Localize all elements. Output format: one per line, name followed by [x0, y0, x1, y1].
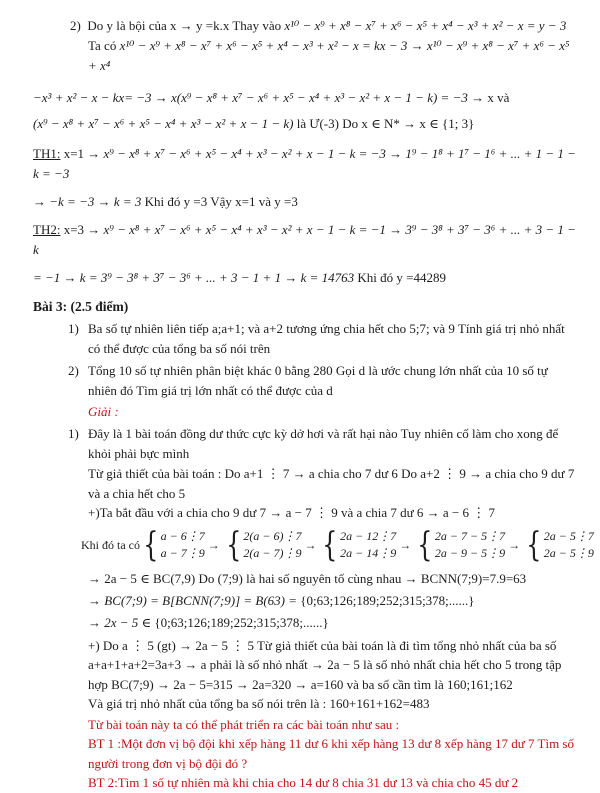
problem-text: Ba số tự nhiên liên tiếp a;a+1; và a+2 tương ứng chia hết cho 5;7; và 9 Tính giá trị nhỏ nhất có thể được của tổng ba số nói trên — [88, 321, 565, 356]
problem-heading: Bài 3: (2.5 điểm) — [33, 299, 129, 314]
system-bottom: 2a − 5⋮9 — [543, 545, 594, 560]
system-top: 2(a − 6)⋮7 — [243, 528, 302, 543]
condition-systems-row — [81, 524, 594, 565]
system-bottom: 2a − 14⋮9 — [340, 545, 397, 560]
solution-paragraph: +)Ta bắt đầu với a chia cho 9 dư 7 → a − 7 ⋮ 9 và a chia 7 dư 6 → a − 6 ⋮ 7 — [88, 505, 496, 520]
math-line — [88, 36, 576, 76]
math-run: 2x − 5 ∈ — [104, 614, 155, 630]
left-brace: { — [526, 524, 542, 565]
arrow-icon: → — [508, 537, 521, 552]
text-run: x=3 → — [60, 222, 104, 237]
solution-text: Đây là 1 bài toán đồng dư thức cực kỳ dở hơi và rất hại nào Tuy nhiên cố làm cho xong để khỏi phải bực mình — [88, 426, 559, 461]
solution-paragraph — [88, 612, 576, 634]
extension-bt1: BT 1 :Một đơn vị bộ đội khi xếp hàng 11 dư 6 khi xếp hàng 13 dư 8 xếp hàng 17 dư 7 Tìm số người trong đơn vị bộ đội đó ? — [88, 736, 574, 771]
math-run: BC(7;9) = B[BCNN(7;9)] = B(63) = — [104, 592, 301, 608]
text-run: Khi đó y =3 Vậy x=1 và y =3 — [144, 194, 298, 209]
math-line — [33, 85, 576, 110]
solution-item-1 — [68, 424, 576, 464]
system-bottom: 2(a − 7)⋮9 — [243, 545, 302, 560]
section-cases — [33, 144, 576, 288]
list-number: 2) — [70, 18, 81, 33]
arrow-icon: → — [207, 537, 220, 552]
left-brace: { — [322, 524, 338, 565]
case-label: TH1: — [33, 146, 61, 161]
arrow-icon: → — [399, 537, 412, 552]
math-run: x⁹ − x⁸ + x⁷ − x⁶ + x⁵ − x⁴ + x³ − x² + x − 1 − k = −1 → 3⁹ − 3⁸ + 3⁷ − 3⁶ + ... + 3 − 1 − k — [33, 222, 576, 257]
problem-item-1 — [68, 319, 576, 359]
case-th2-line1 — [33, 220, 576, 260]
solution-paragraph: Từ giả thiết của bài toán : Do a+1 ⋮ 7 → a chia cho 7 dư 6 Do a+2 ⋮ 9 → a chia cho 9 dư 7 và a chia hết cho 5 — [88, 466, 575, 501]
system-bottom: a − 7⋮9 — [160, 545, 205, 560]
text-run: → — [88, 592, 105, 608]
solution-paragraph: +) Do a ⋮ 5 (gt) → 2a − 5 ⋮ 5 Từ giả thiết của bài toán là đi tìm tổng nhỏ nhất của ba số a+a+1+a+2=3a+3 → a phải là số nhỏ nhất → 2a − 5 là số nhỏ nhất chia hết cho 5 trong tập hợp BC(7;9) → 2a − 5=315 → 2a=320 → a=160 và ba số cần tìm là 160;161;162 — [88, 637, 562, 692]
arrow-icon: → — [304, 537, 317, 552]
system-bottom: 2a − 9 − 5⋮9 — [434, 545, 506, 560]
case-th1-line1 — [33, 144, 576, 184]
case-th1-line2 — [33, 192, 576, 212]
problem-text: Tổng 10 số tự nhiên phân biệt khác 0 bằng 280 Gọi d là ước chung lớn nhất của 10 số tự nhiên đó Tìm giá trị lớn nhất có thể được của d — [88, 363, 548, 398]
list-number: 2) — [68, 363, 79, 378]
condition-system — [223, 526, 302, 564]
text-run: Ta có — [88, 38, 120, 53]
system-top: 2a − 12⋮7 — [340, 528, 397, 543]
set-values: {0;63;126;189;252;315;378;......} — [300, 592, 475, 608]
left-brace: { — [225, 524, 242, 565]
system-top: a − 6⋮7 — [160, 528, 205, 543]
list-number: 1) — [68, 426, 79, 441]
text-run: là Ư(-3) Do x ∈ N* → x ∈ {1; 3} — [293, 116, 475, 131]
problem-item-2 — [68, 361, 576, 401]
extension-section — [33, 715, 576, 793]
text-run: Khi đó ta có — [81, 537, 140, 552]
condition-system — [140, 526, 205, 564]
solution-label: Giải : — [88, 404, 119, 419]
section-item2-solution — [33, 16, 576, 136]
extension-intro: Từ bài toán này ta có thể phát triển ra các bài toán như sau : — [88, 716, 400, 732]
solution-paragraph: → 2a − 5 ∈ BC(7,9) Do (7;9) là hai số nguyên tố cùng nhau → BCNN(7;9)=7.9=63 — [88, 570, 527, 586]
case-label: TH2: — [33, 222, 61, 237]
system-top: 2a − 7 − 5⋮7 — [434, 528, 506, 543]
text-run: → — [88, 614, 105, 630]
set-values: {0;63;126;189;252;315;378;......} — [154, 614, 329, 630]
case-th2-line2 — [33, 268, 576, 288]
math-line — [33, 111, 576, 136]
math-run: (x⁹ − x⁸ + x⁷ − x⁶ + x⁵ − x⁴ + x³ − x² + x − 1 − k) — [33, 116, 294, 131]
list-number: 1) — [68, 321, 79, 336]
math-run: → −k = −3 → k = 3 — [33, 194, 145, 209]
math-run: −x³ + x² − x − kx= −3 → x(x⁹ − x⁸ + x⁷ − x⁶ + x⁵ − x⁴ + x³ − x² + x − 1 − k) = −3 → — [33, 90, 488, 105]
condition-system — [523, 526, 594, 564]
math-run: x¹⁰ − x⁹ + x⁸ − x⁷ + x⁶ − x⁵ + x⁴ − x³ + x² − x = y − 3 — [284, 18, 567, 33]
math-run: = −1 → k = 3⁹ − 3⁸ + 3⁷ − 3⁶ + ... + 3 − 1 + 1 → k = 14763 — [33, 270, 358, 285]
text-run: Khi đó y =44289 — [357, 270, 446, 285]
left-brace: { — [417, 524, 433, 565]
extension-bt2: BT 2:Tìm 1 số tự nhiên mà khi chia cho 14 dư 8 chia 31 dư 13 và chia cho 45 dư 2 — [88, 775, 519, 790]
solution-conclusion: Và giá trị nhỏ nhất của tổng ba số nói trên là : 160+161+162=483 — [88, 696, 430, 711]
system-top: 2a − 5⋮7 — [543, 528, 594, 543]
condition-system — [414, 526, 505, 564]
left-brace: { — [143, 524, 159, 565]
condition-system — [319, 526, 396, 564]
text-run: x và — [487, 90, 510, 105]
math-run: x⁹ − x⁸ + x⁷ − x⁶ + x⁵ − x⁴ + x³ − x² + x − 1 − k = −3 → 1⁹ − 1⁸ + 1⁷ − 1⁶ + ... + 1 − 1 − k = −3 — [33, 146, 576, 181]
text-run: x=1 → — [60, 146, 104, 161]
math-line — [70, 16, 576, 36]
text-run: Do y là bội của x → y =k.x Thay vào — [87, 18, 285, 33]
math-run: x¹⁰ − x⁹ + x⁸ − x⁷ + x⁶ − x⁵ + x⁴ − x³ + x² − x = kx − 3 → x¹⁰ − x⁹ + x⁸ − x⁷ + x⁶ − x⁵ + x⁴ — [88, 38, 570, 73]
solution-paragraph — [88, 590, 576, 612]
